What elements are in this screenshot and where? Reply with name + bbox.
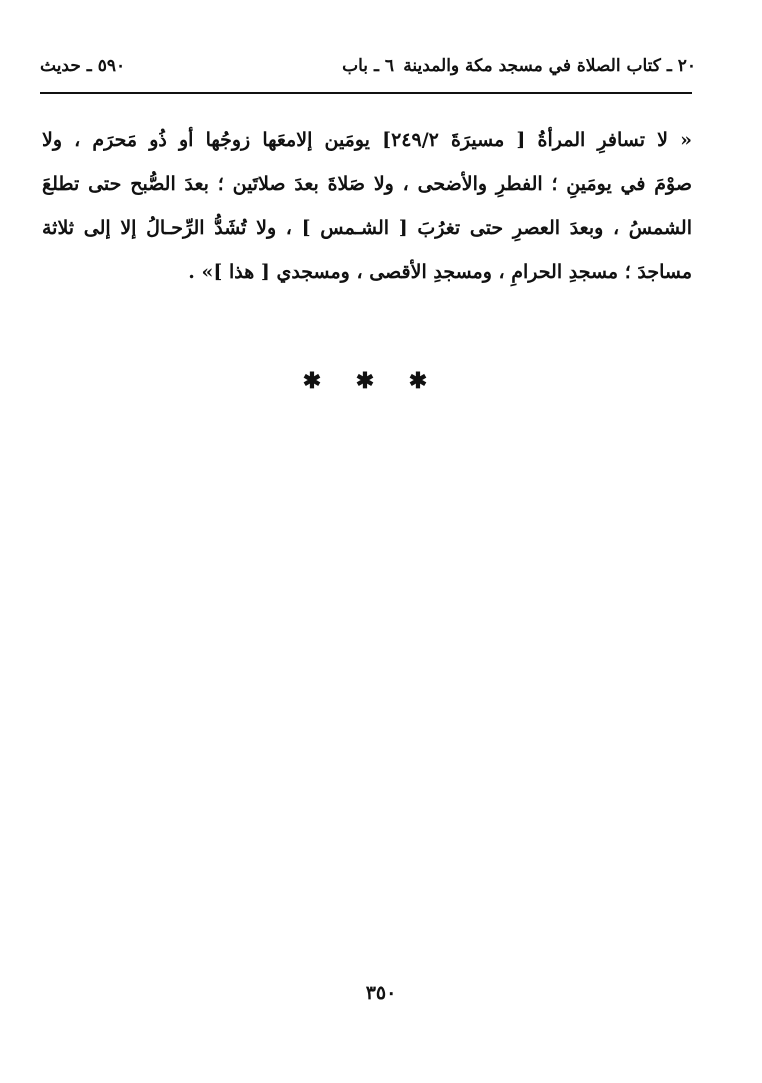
section-label: ٦ ـ باب (342, 56, 394, 76)
page-number: ٣٥٠ (365, 982, 397, 1004)
hadith-text (42, 118, 692, 294)
hadith-number: ٥٩٠ ـ حديث (40, 56, 126, 76)
text-line: « لا تسافرِ المرأةُ [ مسيرَةَ ٢٤٩/٢] يومَين إلامعَها زوجُها أو ذُو مَحرَم ، ولا (42, 129, 692, 151)
running-header (40, 52, 696, 86)
text-line: صوْمَ في يومَينِ ؛ الفطرِ والأضحى ، ولا صَلاةَ بعدَ صلاتَين ؛ بعدَ الصُّبح حتى تطلعَ (42, 173, 692, 195)
asterisk-icon: ✱ (408, 368, 428, 394)
asterisk-icon: ✱ (302, 368, 322, 394)
text-line: الشمسُ ، وبعدَ العصرِ حتى تغرُبَ [ الشـمس ] ، ولا تُشَدُّ الرِّحـالُ إلا إلى ثلاثة (42, 217, 692, 239)
section-separator (300, 366, 430, 396)
chapter-title: ٢٠ ـ كتاب الصلاة في مسجد مكة والمدينة (403, 56, 696, 76)
text-line: مساجدَ ؛ مسجدِ الحرامِ ، ومسجدِ الأقصى ، ومسجدي [ هذا ]» . (188, 261, 692, 283)
asterisk-icon: ✱ (355, 368, 375, 394)
header-divider (40, 92, 692, 94)
